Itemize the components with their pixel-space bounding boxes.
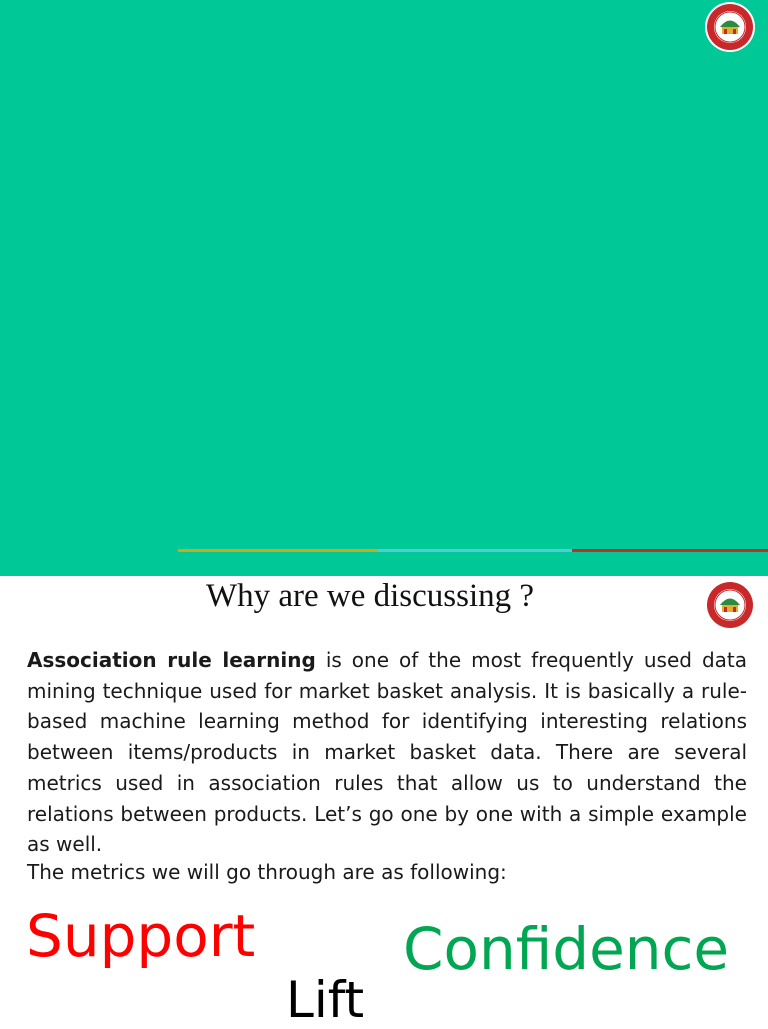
stripe-cyan xyxy=(378,549,572,552)
paragraph-bold-term: Association rule learning xyxy=(27,648,316,672)
stripe-gold xyxy=(178,549,378,552)
institute-seal-icon xyxy=(705,2,755,52)
metric-support: Support xyxy=(26,902,256,970)
institute-seal-icon xyxy=(705,580,755,630)
metrics-intro: The metrics we will go through are as following: xyxy=(27,860,507,884)
stripe-red xyxy=(572,549,768,552)
paragraph-text: is one of the most frequently used data mining technique used for market basket analysis. It is basically a rule-based machine learning method for identifying interesting relations between items/products in market basket data. There are several metrics used in association rules that allow us to understand the relations between products. Let’s go one by one with a simple example as well. xyxy=(27,648,747,857)
slide-title: Why are we discussing ? xyxy=(205,578,535,614)
metric-lift: Lift xyxy=(286,971,365,1029)
description-paragraph xyxy=(27,645,747,860)
metric-confidence: Confidence xyxy=(403,915,730,983)
